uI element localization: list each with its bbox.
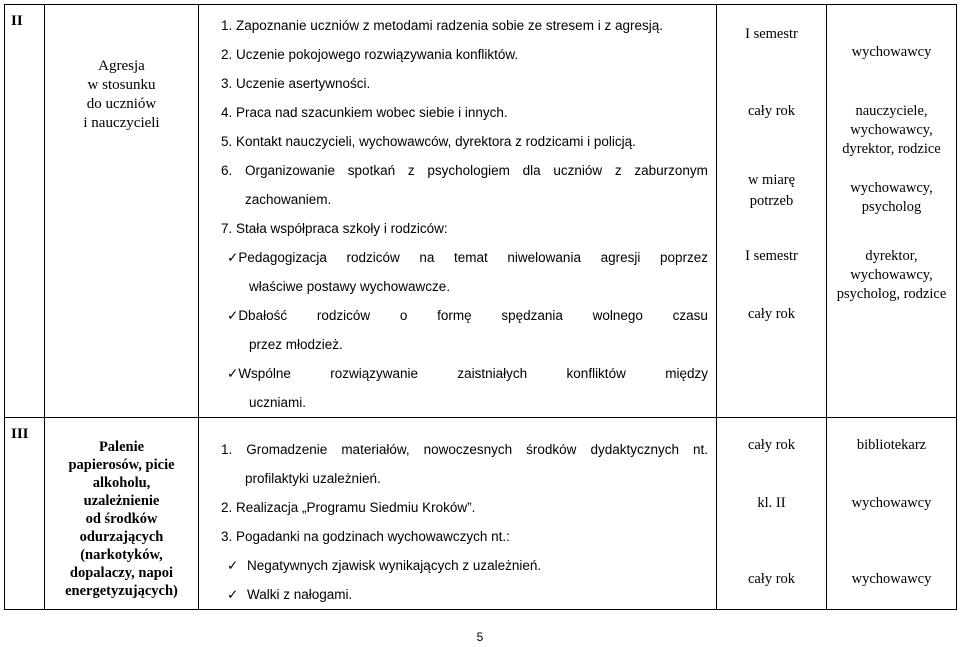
- plan-table: [4, 4, 957, 610]
- bullet-item-cont: uczniami.: [249, 395, 307, 410]
- bullet-item: [199, 580, 716, 609]
- term: cały rok: [747, 571, 796, 587]
- checkmark-icon: ✓: [227, 308, 239, 323]
- section-topic: [45, 5, 199, 418]
- word: uczniów: [553, 163, 603, 178]
- responsible: wychowawcy,: [850, 267, 933, 283]
- term: I semestr: [745, 26, 798, 42]
- word: wolnego: [592, 308, 643, 323]
- topic-line: od środków: [85, 511, 158, 527]
- word: psychologiem: [427, 163, 510, 178]
- topic-line: (narkotyków,: [80, 547, 163, 563]
- word: 6.: [221, 163, 233, 178]
- word: agresji: [600, 250, 641, 265]
- bullet-item: [199, 359, 716, 388]
- topic-line: uzależnienie: [83, 493, 160, 509]
- responsible: wychowawcy: [851, 495, 932, 511]
- topic-line: Agresja: [98, 58, 145, 74]
- task-item: 3. Uczenie asertywności.: [221, 76, 371, 91]
- task-item: 3. Pogadanki na godzinach wychowawczych nt.:: [221, 529, 510, 544]
- task-item: [199, 435, 716, 464]
- section-ii-row: [5, 5, 957, 418]
- checkmark-icon: ✓: [227, 366, 239, 381]
- word: dydaktycznych: [590, 442, 679, 457]
- bullet-text: Negatywnych zjawisk wynikających z uzależnień.: [247, 558, 542, 573]
- word: zaburzonym: [634, 163, 708, 178]
- responsible: dyrektor, rodzice: [842, 141, 941, 157]
- word: konfliktów: [566, 366, 626, 381]
- word: 1.: [221, 442, 233, 457]
- task-item: 5. Kontakt nauczycieli, wychowawców, dyrektora z rodzicami i policją.: [221, 134, 636, 149]
- task-list: [199, 5, 717, 418]
- bullet-item: [199, 551, 716, 580]
- responsible: wychowawcy: [851, 44, 932, 60]
- bullet-item-cont: przez młodzież.: [249, 337, 343, 352]
- topic-line: energetyzujących): [65, 583, 178, 599]
- checkmark-icon: ✓: [227, 558, 239, 573]
- section-topic: [45, 418, 199, 610]
- word: czasu: [672, 308, 708, 323]
- responsible: psycholog: [861, 199, 922, 215]
- term-column: [717, 418, 827, 610]
- term: kl. II: [757, 495, 786, 511]
- task-item: 7. Stała współpraca szkoły i rodziców:: [221, 221, 448, 236]
- task-item: 2. Uczenie pokojowego rozwiązywania konfliktów.: [221, 47, 519, 62]
- word: spędzania: [501, 308, 563, 323]
- term: w miarę: [747, 172, 796, 188]
- responsible-column: [827, 5, 957, 418]
- bullet-item-cont: właściwe postawy wychowawcze.: [249, 279, 451, 294]
- word: Wspólne: [238, 366, 291, 381]
- section-number: II: [5, 5, 45, 418]
- word: materiałów,: [341, 442, 410, 457]
- section-number: III: [5, 418, 45, 610]
- word: nt.: [692, 442, 708, 457]
- word: między: [665, 366, 708, 381]
- word: Organizowanie: [245, 163, 336, 178]
- term: potrzeb: [749, 193, 794, 209]
- checkmark-icon: ✓: [227, 250, 239, 265]
- term: cały rok: [747, 437, 796, 453]
- checkmark-icon: ✓: [227, 587, 239, 602]
- word: Pedagogizacja: [238, 250, 327, 265]
- word: formę: [437, 308, 472, 323]
- bullet-item: [199, 301, 716, 330]
- responsible: wychowawcy,: [850, 180, 933, 196]
- word: z: [407, 163, 415, 178]
- word: niwelowania: [507, 250, 581, 265]
- word: temat: [454, 250, 488, 265]
- word: poprzez: [659, 250, 708, 265]
- bullet-item: [199, 243, 716, 272]
- word: nowoczesnych: [423, 442, 513, 457]
- term: cały rok: [747, 306, 796, 322]
- section-iii-row: [5, 418, 957, 610]
- word: spotkań: [347, 163, 396, 178]
- bullet-text: Walki z nałogami.: [247, 587, 353, 602]
- task-item-cont: profilaktyki uzależnień.: [245, 471, 381, 486]
- responsible: bibliotekarz: [856, 437, 927, 453]
- task-item: 1. Zapoznanie uczniów z metodami radzenia sobie ze stresem i z agresją.: [221, 18, 663, 33]
- topic-line: w stosunku: [87, 77, 156, 93]
- topic-line: alkoholu,: [92, 475, 151, 491]
- word: na: [419, 250, 435, 265]
- task-item: 2. Realizacja „Programu Siedmiu Kroków”.: [221, 500, 476, 515]
- term: cały rok: [747, 103, 796, 119]
- responsible: psycholog, rodzice: [836, 286, 947, 302]
- responsible: wychowawcy,: [850, 122, 933, 138]
- topic-line: dopalaczy, napoi: [69, 565, 174, 581]
- responsible: nauczyciele,: [855, 103, 928, 119]
- responsible: wychowawcy: [851, 571, 932, 587]
- topic-line: do uczniów: [86, 96, 157, 112]
- term-column: [717, 5, 827, 418]
- page-number: 5: [476, 630, 484, 644]
- word: Dbałość: [238, 308, 288, 323]
- task-item: [199, 156, 716, 185]
- task-item-cont: zachowaniem.: [245, 192, 332, 207]
- topic-line: i nauczycieli: [83, 115, 160, 131]
- word: z: [614, 163, 622, 178]
- task-list: [199, 418, 717, 610]
- responsible: dyrektor,: [865, 248, 918, 264]
- word: rodziców: [316, 308, 371, 323]
- task-item: 4. Praca nad szacunkiem wobec siebie i innych.: [221, 105, 508, 120]
- word: środków: [526, 442, 577, 457]
- topic-line: Palenie: [98, 439, 145, 455]
- word: o: [399, 308, 408, 323]
- term: I semestr: [745, 248, 798, 264]
- word: rodziców: [346, 250, 400, 265]
- topic-line: odurzających: [79, 529, 164, 545]
- word: zaistniałych: [457, 366, 528, 381]
- word: dla: [522, 163, 541, 178]
- topic-line: papierosów, picie: [68, 457, 175, 473]
- responsible-column: [827, 418, 957, 610]
- word: Gromadzenie: [246, 442, 328, 457]
- word: rozwiązywanie: [330, 366, 419, 381]
